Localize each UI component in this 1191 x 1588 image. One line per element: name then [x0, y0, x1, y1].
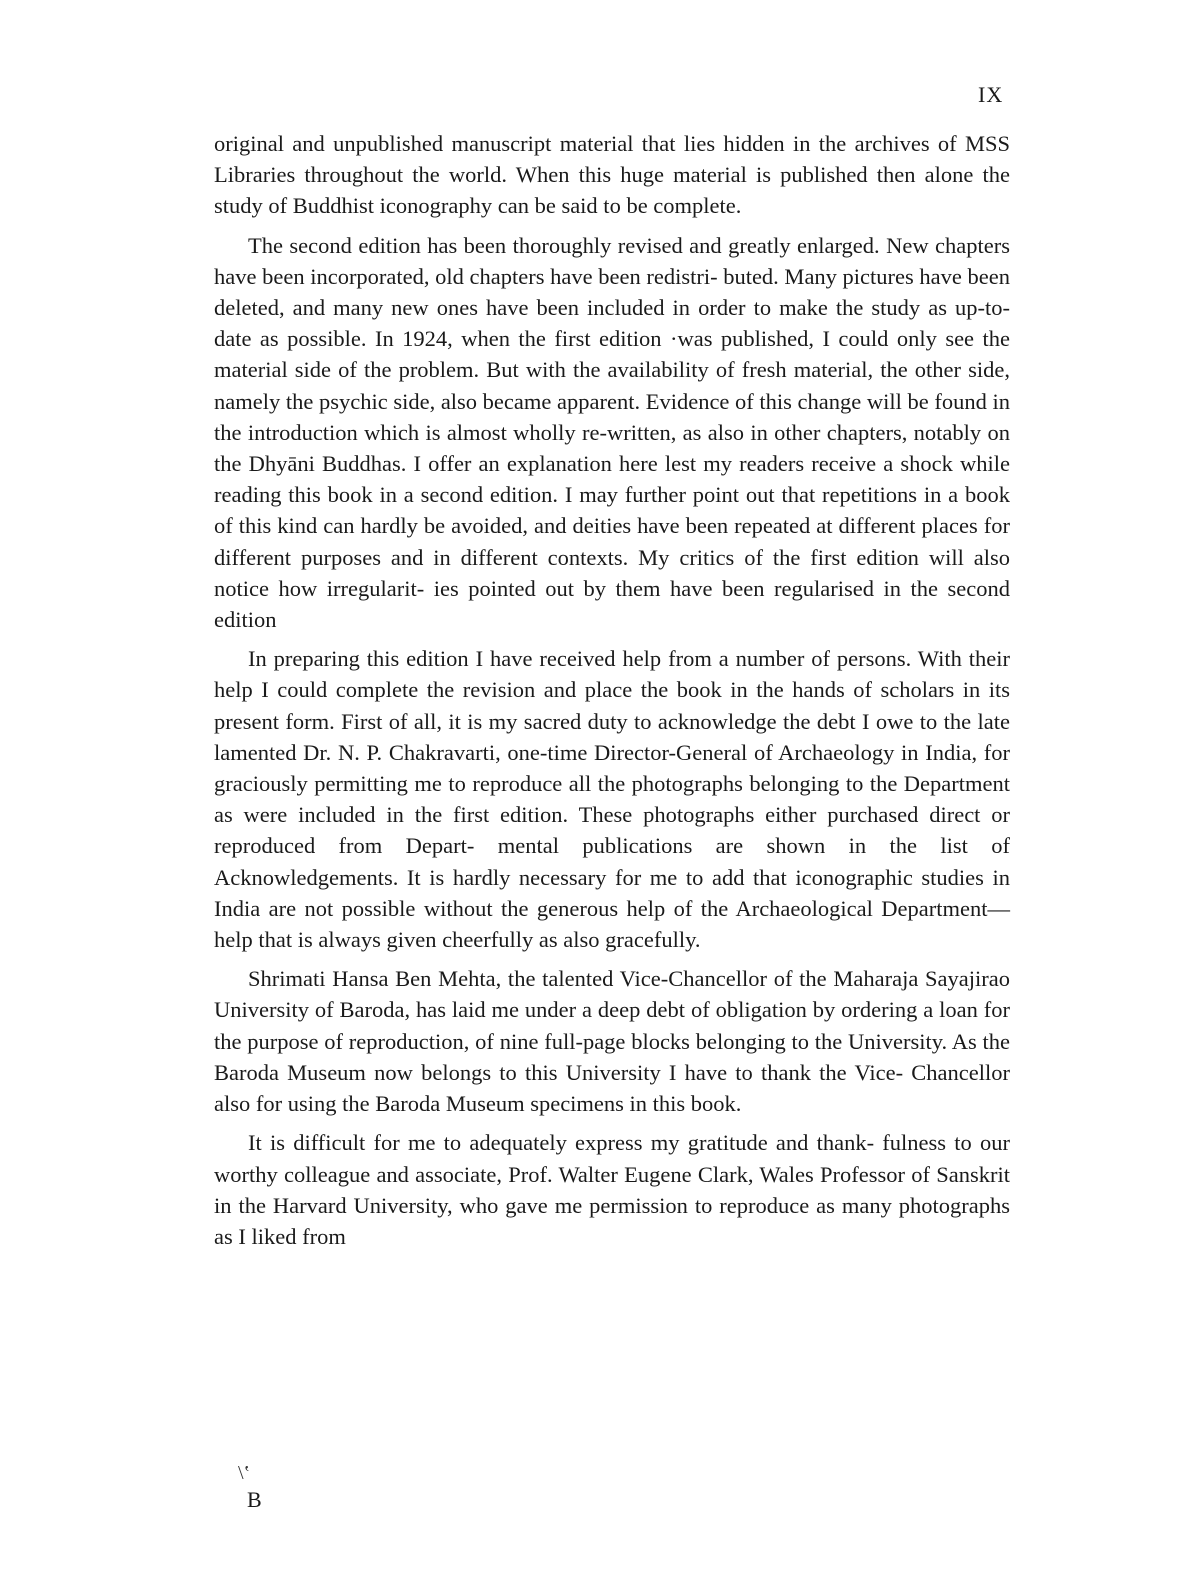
paragraph-acknowledgement-baroda: Shrimati Hansa Ben Mehta, the talented Vice-Chancellor of the Maharaja Sayajirao University of Baroda, has laid me under a deep debt of obligation by ordering a loan for the purpose of reproduction, of nine full-page blocks belonging to the University. As the Baroda Museum now belongs to this University I have to thank the Vice- Chancellor also for using the Baroda Museum specimens in this book.	[214, 966, 1010, 1117]
signature-letter: B	[247, 1487, 262, 1512]
page-number: IX	[978, 82, 1004, 107]
paragraph-acknowledgement-archaeology: In preparing this edition I have received help from a number of persons. With their help I could complete the revision and place the book in the hands of scholars in its present form. First of all, it is my sacred duty to acknowledge the debt I owe to the late lamented Dr. N. P. Chakravarti, one-time Director-General of Archaeology in India, for graciously permitting me to reproduce all the photographs belonging to the Department as were included in the first edition. These photographs either purchased direct or reproduced from Depart- mental publications are shown in the list of Acknowledgements. It is hardly necessary for me to add that iconographic studies in India are not possible without the generous help of the Archaeological Department—help that is always given cheerfully as also gracefully.	[214, 646, 1010, 953]
stray-mark: \‛	[238, 1462, 251, 1484]
paragraph-second-edition: The second edition has been thoroughly revised and greatly enlarged. New chapters have been incorporated, old chapters have been redistri- buted. Many pictures have been deleted, and many new ones have been included in order to make the study as up-to-date as possible. In 1924, when the first edition ·was published, I could only see the material side of the problem. But with the availability of fresh material, the other side, namely the psychic side, also became apparent. Evidence of this change will be found in the introduction which is almost wholly re-written, as also in other chapters, notably on the Dhyāni Buddhas. I offer an explanation here lest my readers receive a shock while reading this book in a second edition. I may further point out that repetitions in a book of this kind can hardly be avoided, and deities have been repeated at different places for different purposes and in different contexts. My critics of the first edition will also notice how irregularit- ies pointed out by them have been regularised in the second edition	[214, 232, 1010, 633]
body-text	[214, 128, 1010, 1260]
paragraph-continuation: original and unpublished manuscript material that lies hidden in the archives of MSS Libraries throughout the world. When this huge material is published then alone the study of Buddhist iconography can be said to be complete.	[214, 131, 1010, 219]
paragraph-acknowledgement-clark: It is difficult for me to adequately express my gratitude and thank- fulness to our worthy colleague and associate, Prof. Walter Eugene Clark, Wales Professor of Sanskrit in the Harvard University, who gave me permission to reproduce as many photographs as I liked from	[214, 1130, 1010, 1249]
